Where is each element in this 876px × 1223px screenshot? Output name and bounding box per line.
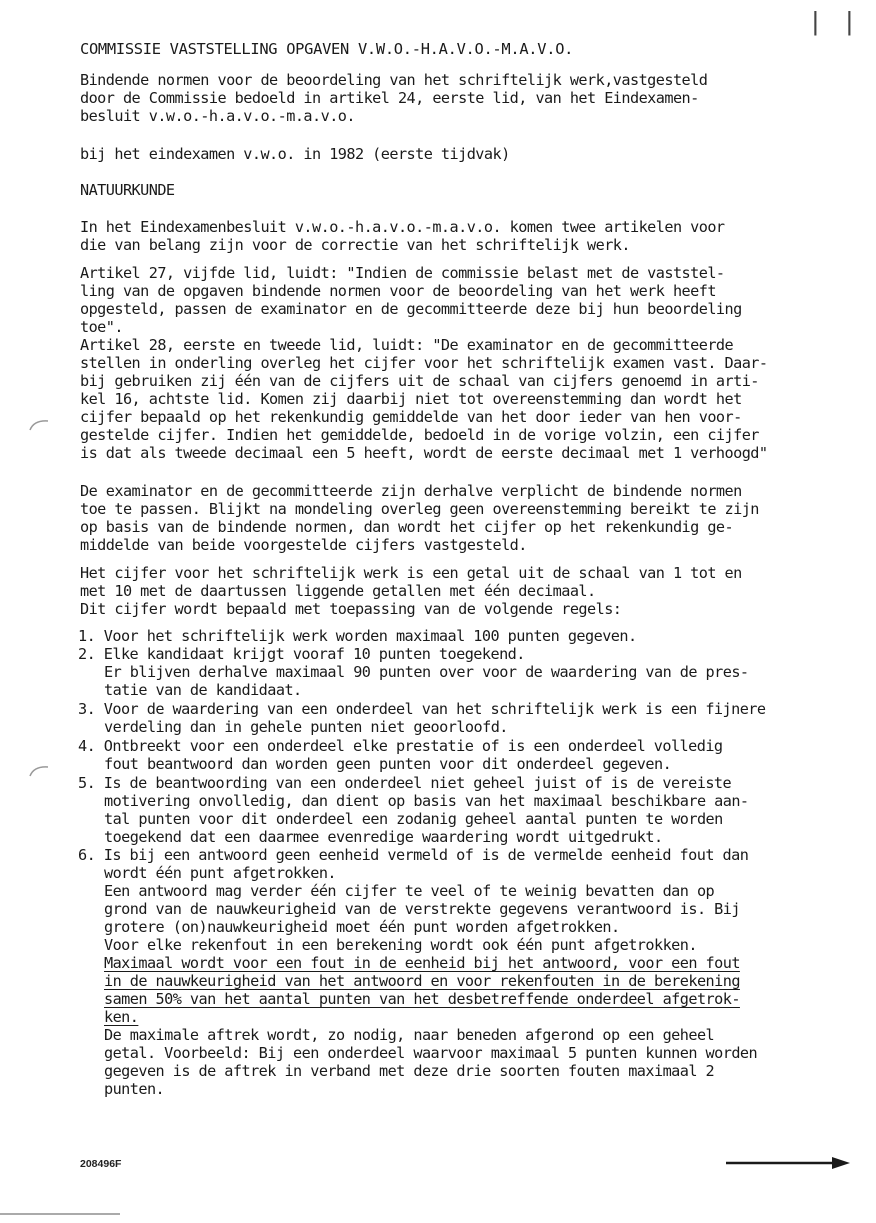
arrow-right-icon [726,1156,851,1170]
rule-3-line-2: verdeling dan in gehele punten niet geoorloofd. [104,718,508,736]
scan-edge-line [0,1213,120,1215]
para4-line-1: De examinator en de gecommitteerde zijn derhalve verplicht de bindende normen [80,482,742,500]
rule-6-line-2: wordt één punt afgetrokken. [104,864,337,882]
document-code: 208496F [80,1158,122,1170]
rule-2-line-3: tatie van de kandidaat. [104,681,302,699]
rule-6-underlined-3: samen 50% van het aantal punten van het desbetreffende onderdeel afgetrok- [104,990,740,1008]
para5-line-1: Het cijfer voor het schriftelijk werk is een getal uit de schaal van 1 tot en [80,564,742,582]
rule-5-line-3: tal punten voor dit onderdeel een zodanig geheel aantal punten te worden [104,810,723,828]
exam-line: bij het eindexamen v.w.o. in 1982 (eerste tijdvak) [80,145,510,163]
rule-6-line-6: Voor elke rekenfout in een berekening wordt ook één punt afgetrokken. [104,936,697,954]
para2-line-4: toe". [80,318,123,336]
punch-mark-icon [28,418,50,432]
rule-3: 3. Voor de waardering van een onderdeel van het schriftelijk werk is een fijnere [78,700,766,718]
para3-line-5: cijfer bepaald op het rekenkundig gemiddelde van het door ieder van hen voor- [80,408,742,426]
rule-6-line-7: De maximale aftrek wordt, zo nodig, naar beneden afgerond op een geheel [104,1026,715,1044]
rule-5: 5. Is de beantwoording van een onderdeel niet geheel juist of is de vereiste [78,774,732,792]
para4-line-2: toe te passen. Blijkt na mondeling overleg geen overeenstemming bereikt te zijn [80,500,759,518]
rule-6-underlined-1: Maximaal wordt voor een fout in de eenheid bij het antwoord, voor een fout [104,954,740,972]
para2-line-2: ling van de opgaven bindende normen voor de beoordeling van het werk heeft [80,282,716,300]
intro-line-3: besluit v.w.o.-h.a.v.o.-m.a.v.o. [80,107,355,125]
rule-4-line-2: fout beantwoord dan worden geen punten voor dit onderdeel gegeven. [104,755,672,773]
para5-line-3: Dit cijfer wordt bepaald met toepassing van de volgende regels: [80,600,622,618]
intro-line-2: door de Commissie bedoeld in artikel 24, eerste lid, van het Eindexamen- [80,89,699,107]
para5-line-2: met 10 met de daartussen liggende getallen met één decimaal. [80,582,596,600]
rule-6-underlined-4: ken. [104,1008,139,1026]
rule-2: 2. Elke kandidaat krijgt vooraf 10 punten toegekend. [78,645,525,663]
para1-line-2: die van belang zijn voor de correctie van het schriftelijk werk. [80,236,630,254]
punch-mark-icon [28,764,50,778]
rule-6-line-8: getal. Voorbeeld: Bij een onderdeel waarvoor maximaal 5 punten kunnen worden [104,1044,758,1062]
para2-line-1: Artikel 27, vijfde lid, luidt: "Indien de commissie belast met de vaststel- [80,264,725,282]
para3-line-4: kel 16, achtste lid. Komen zij daarbij niet tot overeenstemming dan wordt het [80,390,742,408]
rule-5-line-2: motivering onvolledig, dan dient op basis van het maximaal beschikbare aan- [104,792,749,810]
para3-line-3: bij gebruiken zij één van de cijfers uit de schaal van cijfers genoemd in arti- [80,372,759,390]
margin-marks: | | [812,6,863,36]
rule-2-line-2: Er blijven derhalve maximaal 90 punten over voor de waardering van de pres- [104,663,749,681]
para1-line-1: In het Eindexamenbesluit v.w.o.-h.a.v.o.-m.a.v.o. komen twee artikelen voor [80,218,725,236]
para3-line-6: gestelde cijfer. Indien het gemiddelde, bedoeld in de vorige volzin, een cijfer [80,426,759,444]
rule-6-underlined-2: in de nauwkeurigheid van het antwoord en voor rekenfouten in de berekening [104,972,740,990]
para4-line-3: op basis van de bindende normen, dan wordt het cijfer op het rekenkundig ge- [80,518,734,536]
rule-6-line-9: gegeven is de aftrek in verband met deze drie soorten fouten maximaal 2 [104,1062,715,1080]
subject-heading: NATUURKUNDE [80,181,175,199]
para3-line-7: is dat als tweede decimaal een 5 heeft, wordt de eerste decimaal met 1 verhoogd" [80,444,768,462]
para4-line-4: middelde van beide voorgestelde cijfers vastgesteld. [80,536,527,554]
rule-6-line-5: grotere (on)nauwkeurigheid moet één punt worden afgetrokken. [104,918,620,936]
rule-6-line-10: punten. [104,1080,165,1098]
rule-6: 6. Is bij een antwoord geen eenheid vermeld of is de vermelde eenheid fout dan [78,846,749,864]
rule-5-line-4: toegekend dat een daarmee evenredige waardering wordt uitgedrukt. [104,828,663,846]
para3-line-1: Artikel 28, eerste en tweede lid, luidt: "De examinator en de gecommitteerde [80,336,734,354]
intro-line-1: Bindende normen voor de beoordeling van het schriftelijk werk,vastgesteld [80,71,708,89]
rule-1: 1. Voor het schriftelijk werk worden maximaal 100 punten gegeven. [78,627,637,645]
document-header: COMMISSIE VASTSTELLING OPGAVEN V.W.O.-H.A.V.O.-M.A.V.O. [80,40,574,58]
para3-line-2: stellen in onderling overleg het cijfer voor het schriftelijk examen vast. Daar- [80,354,768,372]
rule-4: 4. Ontbreekt voor een onderdeel elke prestatie of is een onderdeel volledig [78,737,723,755]
rule-6-line-4: grond van de nauwkeurigheid van de verstrekte gegevens verantwoord is. Bij [104,900,740,918]
rule-6-line-3: Een antwoord mag verder één cijfer te veel of te weinig bevatten dan op [104,882,715,900]
para2-line-3: opgesteld, passen de examinator en de gecommitteerde deze bij hun beoordeling [80,300,742,318]
